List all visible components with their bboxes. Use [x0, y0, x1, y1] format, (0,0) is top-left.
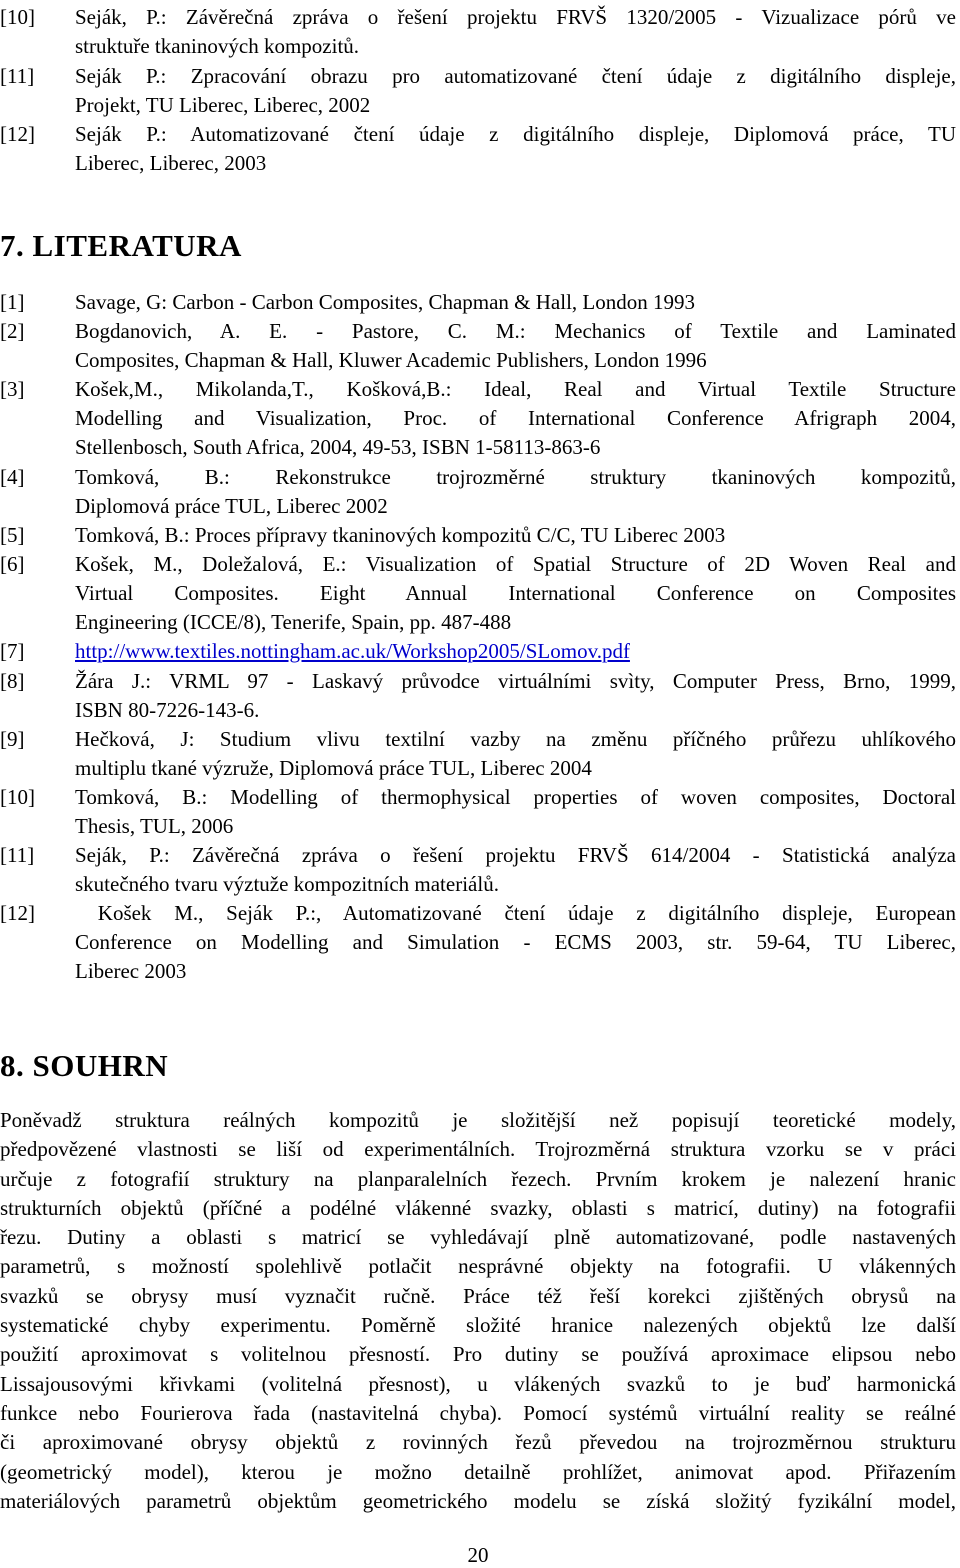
- reference-line: Hečková, J: Studium vlivu textilní vazby na změnu příčného průřezu uhlíkového: [75, 727, 956, 751]
- reference-line: Composites, Chapman & Hall, Kluwer Academic Publishers, London 1996: [75, 348, 707, 372]
- reference-line: multiplu tkané výzruže, Diplomová práce TUL, Liberec 2004: [75, 756, 592, 780]
- reference-line: Liberec, Liberec, 2003: [75, 151, 267, 175]
- reference-line: Košek, M., Doležalová, E.: Visualization of Spatial Structure of 2D Woven Real and: [75, 552, 956, 576]
- reference-line: Conference on Modelling and Simulation - ECMS 2003, str. 59-64, TU Liberec,: [75, 930, 956, 954]
- paragraph-line: parametrů, s možností spolehlivě potlačit nesprávné objekty na fotografii. U vlákenných: [0, 1254, 956, 1279]
- paragraph-line: systematické chyby experimentu. Poměrně složité hranice nalezených objektů lze další: [0, 1313, 956, 1338]
- reference-line: Modelling and Visualization, Proc. of International Conference Afrigraph 2004,: [75, 406, 956, 430]
- paragraph-line: strukturních objektů (příčné a podélné vlákenné svazky, oblasti s matricí, dutiny) na fotografii: [0, 1195, 956, 1220]
- reference-line: Seják P.: Automatizované čtení údaje z digitálního displeje, Diplomová práce, TU: [75, 122, 956, 146]
- reference-number: [4]: [0, 465, 25, 489]
- reference-number: [11]: [0, 64, 35, 88]
- paragraph-line: řezu. Dutiny a oblasti s matricí se vyhledávají plně automatizované, podle nastavených: [0, 1225, 956, 1250]
- paragraph-line: či aproximované obrysy objektů z rovinných řezů převedou na trojrozměrnou strukturu: [0, 1430, 956, 1455]
- reference-number: [11]: [0, 843, 35, 867]
- reference-number: [3]: [0, 377, 25, 401]
- paragraph-line: použití aproximovat s volitelnou přesností. Pro dutiny se používá aproximace elipsou nebo: [0, 1342, 956, 1367]
- reference-line: Košek M., Seják P.:, Automatizované čtení údaje z digitálního displeje, European: [75, 901, 956, 925]
- reference-line: Seják P.: Zpracování obrazu pro automatizované čtení údaje z digitálního displeje,: [75, 64, 956, 88]
- reference-line: Bogdanovich, A. E. - Pastore, C. M.: Mechanics of Textile and Laminated: [75, 319, 956, 343]
- paragraph-line: určuje z fotografií struktury na planparalelních řezech. Prvním krokem je nalezení hranic: [0, 1166, 956, 1191]
- page-number: 20: [467, 1543, 489, 1567]
- reference-number: [7]: [0, 639, 25, 663]
- reference-number: [9]: [0, 727, 25, 751]
- paragraph-line: materiálových parametrů objektům geometrického modelu se získá složitý fyzikální model,: [0, 1488, 956, 1513]
- reference-line: Tomková, B.: Rekonstrukce trojrozměrné struktury tkaninových kompozitů,: [75, 465, 956, 489]
- reference-line: Tomková, B.: Proces přípravy tkaninových kompozitů C/C, TU Liberec 2003: [75, 523, 726, 547]
- paragraph-line: (geometrický model), kterou je možno detailně prohlížet, animovat apod. Přiřazením: [0, 1459, 956, 1484]
- reference-number: [10]: [0, 785, 35, 809]
- reference-line: Stellenbosch, South Africa, 2004, 49-53, ISBN 1-58113-863-6: [75, 435, 601, 459]
- reference-number: [10]: [0, 5, 35, 29]
- reference-line: Projekt, TU Liberec, Liberec, 2002: [75, 93, 371, 117]
- reference-line: Diplomová práce TUL, Liberec 2002: [75, 494, 388, 518]
- reference-line: Engineering (ICCE/8), Tenerife, Spain, pp. 487-488: [75, 610, 512, 634]
- reference-line: Žára J.: VRML 97 - Laskavý průvodce virtuálními svìty, Computer Press, Brno, 1999,: [75, 669, 956, 693]
- section-heading-literatura: 7. LITERATURA: [0, 228, 242, 263]
- paragraph-line: Lissajousovými křivkami (volitelná přesnost), u vlákených svazků to je buď harmonická: [0, 1371, 956, 1396]
- summary-paragraph: [0, 1106, 956, 1516]
- paragraph-line: předpovězené vlastnosti se liší od experimentálních. Trojrozměrná struktura vzorku se v práci: [0, 1137, 956, 1162]
- reference-line: Thesis, TUL, 2006: [75, 814, 234, 838]
- reference-line: Virtual Composites. Eight Annual International Conference on Composites: [75, 581, 956, 605]
- paragraph-line: svazků se obrysy musí vyznačit ručně. Práce též řeší korekci zjištěných obrysů na: [0, 1283, 956, 1308]
- reference-line: Košek,M., Mikolanda,T., Košková,B.: Ideal, Real and Virtual Textile Structure: [75, 377, 956, 401]
- reference-number: [2]: [0, 319, 25, 343]
- reference-line: Tomková, B.: Modelling of thermophysical properties of woven composites, Doctoral: [75, 785, 956, 809]
- reference-number: [5]: [0, 523, 25, 547]
- reference-line: Liberec 2003: [75, 959, 187, 983]
- reference-link[interactable]: http://www.textiles.nottingham.ac.uk/Workshop2005/SLomov.pdf: [75, 639, 630, 663]
- reference-number: [6]: [0, 552, 25, 576]
- reference-line: Seják, P.: Závěrečná zpráva o řešení projektu FRVŠ 1320/2005 - Vizualizace pórů ve: [75, 5, 956, 29]
- reference-number: [12]: [0, 901, 35, 925]
- reference-number: [8]: [0, 669, 25, 693]
- reference-line: ISBN 80-7226-143-6.: [75, 698, 260, 722]
- reference-line: struktuře tkaninových kompozitů.: [75, 34, 360, 58]
- reference-line: Savage, G: Carbon - Carbon Composites, Chapman & Hall, London 1993: [75, 290, 696, 314]
- reference-number: [12]: [0, 122, 35, 146]
- paragraph-line: funkce nebo Fourierova řada (nastavitelná chyba). Pomocí systémů virtuální reality se reálné: [0, 1400, 956, 1425]
- reference-line: Seják, P.: Závěrečná zpráva o řešení projektu FRVŠ 614/2004 - Statistická analýza: [75, 843, 956, 867]
- section-heading-souhrn: 8. SOUHRN: [0, 1048, 169, 1083]
- reference-line: skutečného tvaru výztuže kompozitních materiálů.: [75, 872, 499, 896]
- paragraph-line: Poněvadž struktura reálných kompozitů je složitější než popisují teoretické modely,: [0, 1108, 956, 1132]
- reference-number: [1]: [0, 290, 25, 314]
